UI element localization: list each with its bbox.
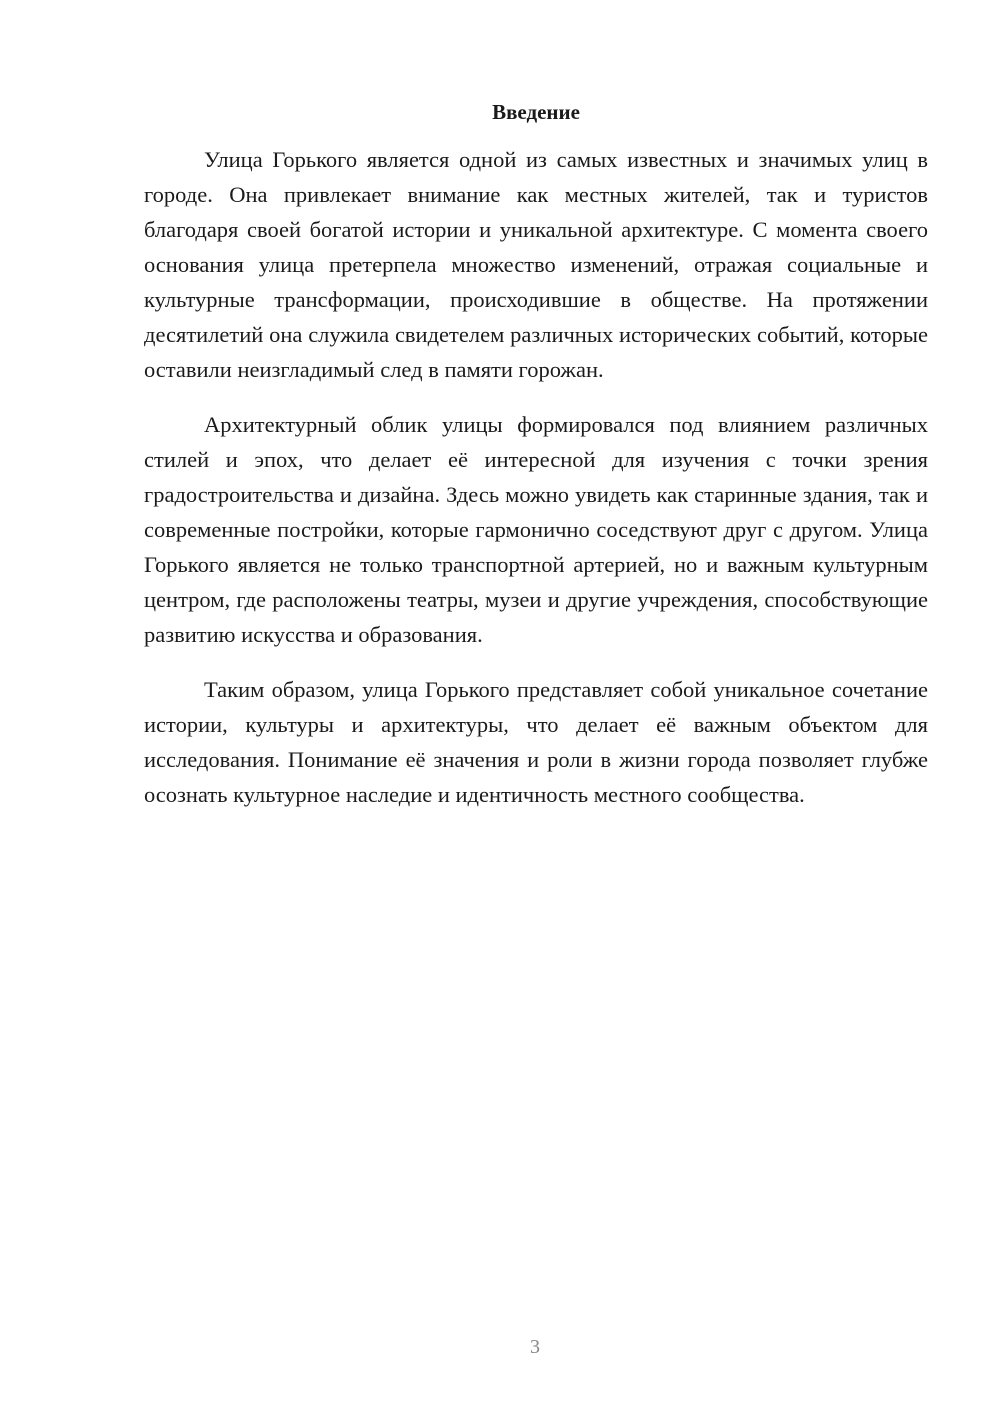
page-number: 3 (530, 1336, 540, 1358)
paragraph-1: Улица Горького является одной из самых известных и значимых улиц в городе. Она привлекает внимание как местных жителей, так и туристов благодаря своей богатой истории и уникальной архитектуре. С момента своего основания улица претерпела множество изменений, отражая социальные и культурные трансформации, происходившие в обществе. На протяжении десятилетий она служила свидетелем различных исторических событий, которые оставили неизгладимый след в памяти горожан. (144, 147, 928, 382)
document-body (144, 142, 928, 832)
paragraph-3: Таким образом, улица Горького представляет собой уникальное сочетание истории, культуры и архитектуры, что делает её важным объектом для исследования. Понимание её значения и роли в жизни города позволяет глубже осознать культурное наследие и идентичность местного сообщества. (144, 677, 928, 807)
paragraph-2: Архитектурный облик улицы формировался под влиянием различных стилей и эпох, что делает её интересной для изучения с точки зрения градостроительства и дизайна. Здесь можно увидеть как старинные здания, так и современные постройки, которые гармонично соседствуют друг с другом. Улица Горького является не только транспортной артерией, но и важным культурным центром, где расположены театры, музеи и другие учреждения, способствующие развитию искусства и образования. (144, 412, 928, 647)
document-title: Введение (492, 100, 580, 124)
